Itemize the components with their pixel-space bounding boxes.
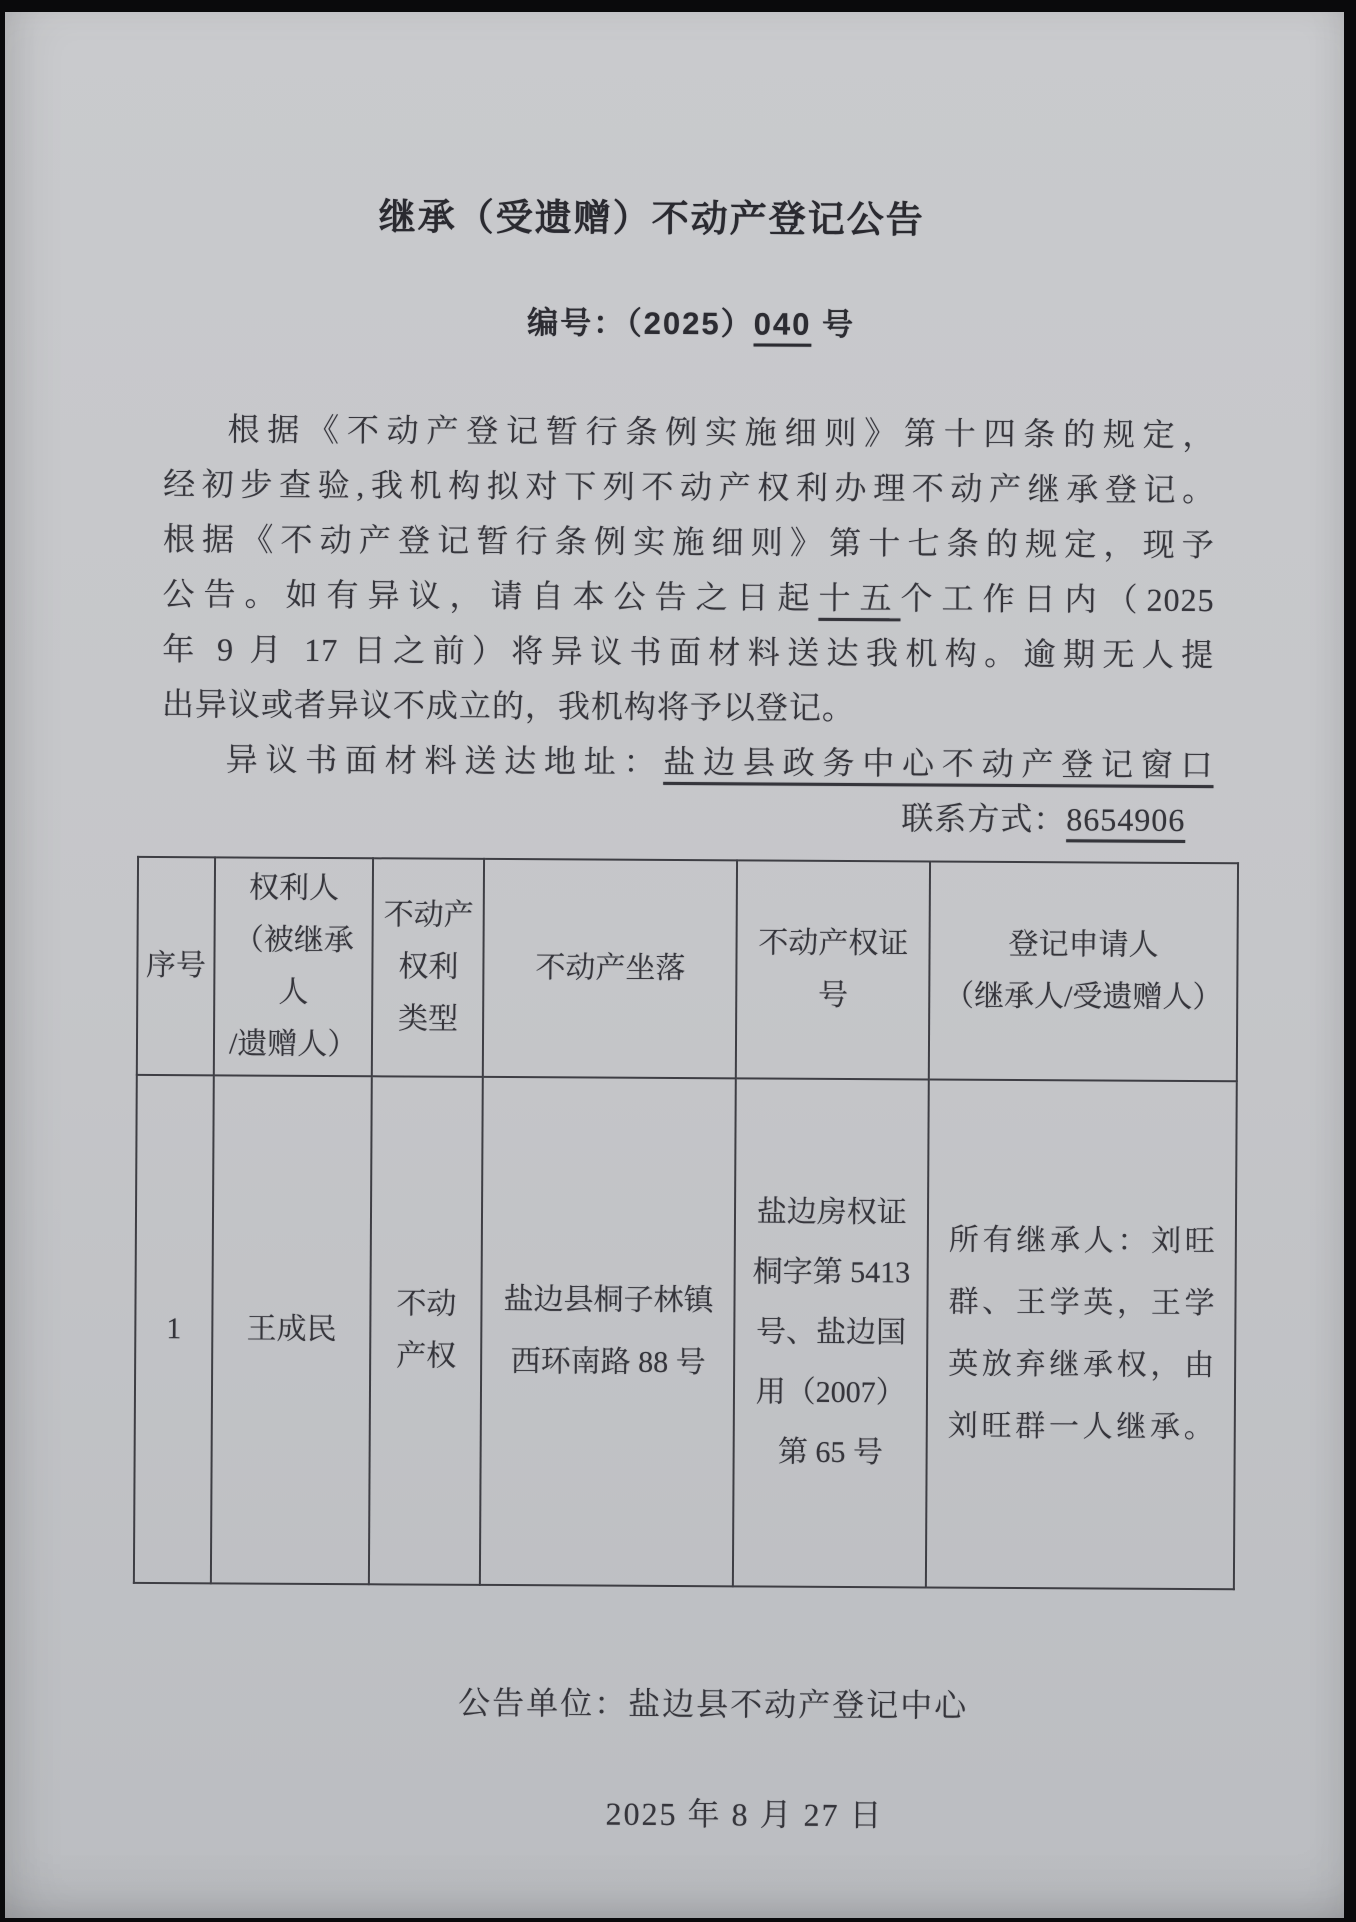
- address-line: [161, 732, 1213, 793]
- col-header-cert-no: 不动产权证号: [736, 860, 930, 1079]
- contact-label: 联系方式：: [901, 800, 1067, 838]
- doc-number-value: 040: [753, 306, 812, 342]
- col-header-seq: 序号: [137, 857, 215, 1075]
- document-title: 继承（受遗赠）不动产登记公告: [378, 196, 925, 241]
- col-header-holder: 权利人 （被继承人 /遗赠人）: [214, 857, 374, 1076]
- table-header-row: [137, 857, 1238, 1081]
- body-line-5: 年 9 月 17 日之前）将异议书面材料送达我机构。逾期无人提: [162, 631, 1215, 674]
- doc-number-suffix: 号: [811, 306, 856, 343]
- cell-seq: 1: [134, 1075, 214, 1583]
- notice-body: [161, 402, 1216, 848]
- cell-right-type: 不动 产权: [369, 1076, 483, 1585]
- col-header-location: 不动产坐落: [483, 859, 737, 1078]
- col-header-applicant: 登记申请人 （继承人/受遗赠人）: [929, 861, 1238, 1081]
- cell-cert-no: 盐边房权证 桐字第 5413 号、盐边国 用（2007） 第 65 号: [733, 1078, 928, 1587]
- deadline-underline: 十五: [818, 579, 901, 617]
- body-line-6: 出异议或者异议不成立的，我机构将予以登记。: [161, 686, 856, 727]
- cell-holder: 王成民: [211, 1075, 372, 1584]
- doc-number-prefix: 编号：（2025）: [527, 305, 754, 342]
- body-line-3: 根据《不动产登记暂行条例实施细则》第十七条的规定，现予: [162, 521, 1215, 564]
- contact-line: [161, 787, 1213, 848]
- issue-date: 2025 年 8 月 27 日: [605, 1795, 884, 1834]
- contact-value: 8654906: [1066, 801, 1186, 838]
- table-row: [134, 1075, 1237, 1589]
- paper-sheet: [5, 12, 1344, 1918]
- body-line-4-post: 个工作日内（2025: [900, 580, 1215, 619]
- body-line-4: [162, 567, 1214, 628]
- body-line-4-pre: 公告。如有异议，请自本公告之日起: [162, 576, 819, 616]
- registration-table: [133, 856, 1239, 1590]
- document-number-line: [140, 295, 1242, 346]
- address-label: 异议书面材料送达地址：: [225, 741, 664, 780]
- document-content: [0, 8, 1349, 1922]
- body-line-1: 根据《不动产登记暂行条例实施细则》第十四条的规定，: [227, 411, 1216, 454]
- body-line-2: 经初步查验,我机构拟对下列不动产权利办理不动产继承登记。: [163, 466, 1216, 509]
- cell-applicant: 所有继承人：刘旺 群、王学英，王学 英放弃继承权，由 刘旺群一人继承。: [926, 1079, 1237, 1589]
- cell-location: 盐边县桐子林镇 西环南路 88 号: [480, 1077, 736, 1586]
- col-header-right-type: 不动产 权利 类型: [372, 858, 484, 1077]
- address-value: 盐边县政务中心不动产登记窗口: [663, 743, 1214, 784]
- issuing-unit: 公告单位：盐边县不动产登记中心: [458, 1684, 969, 1724]
